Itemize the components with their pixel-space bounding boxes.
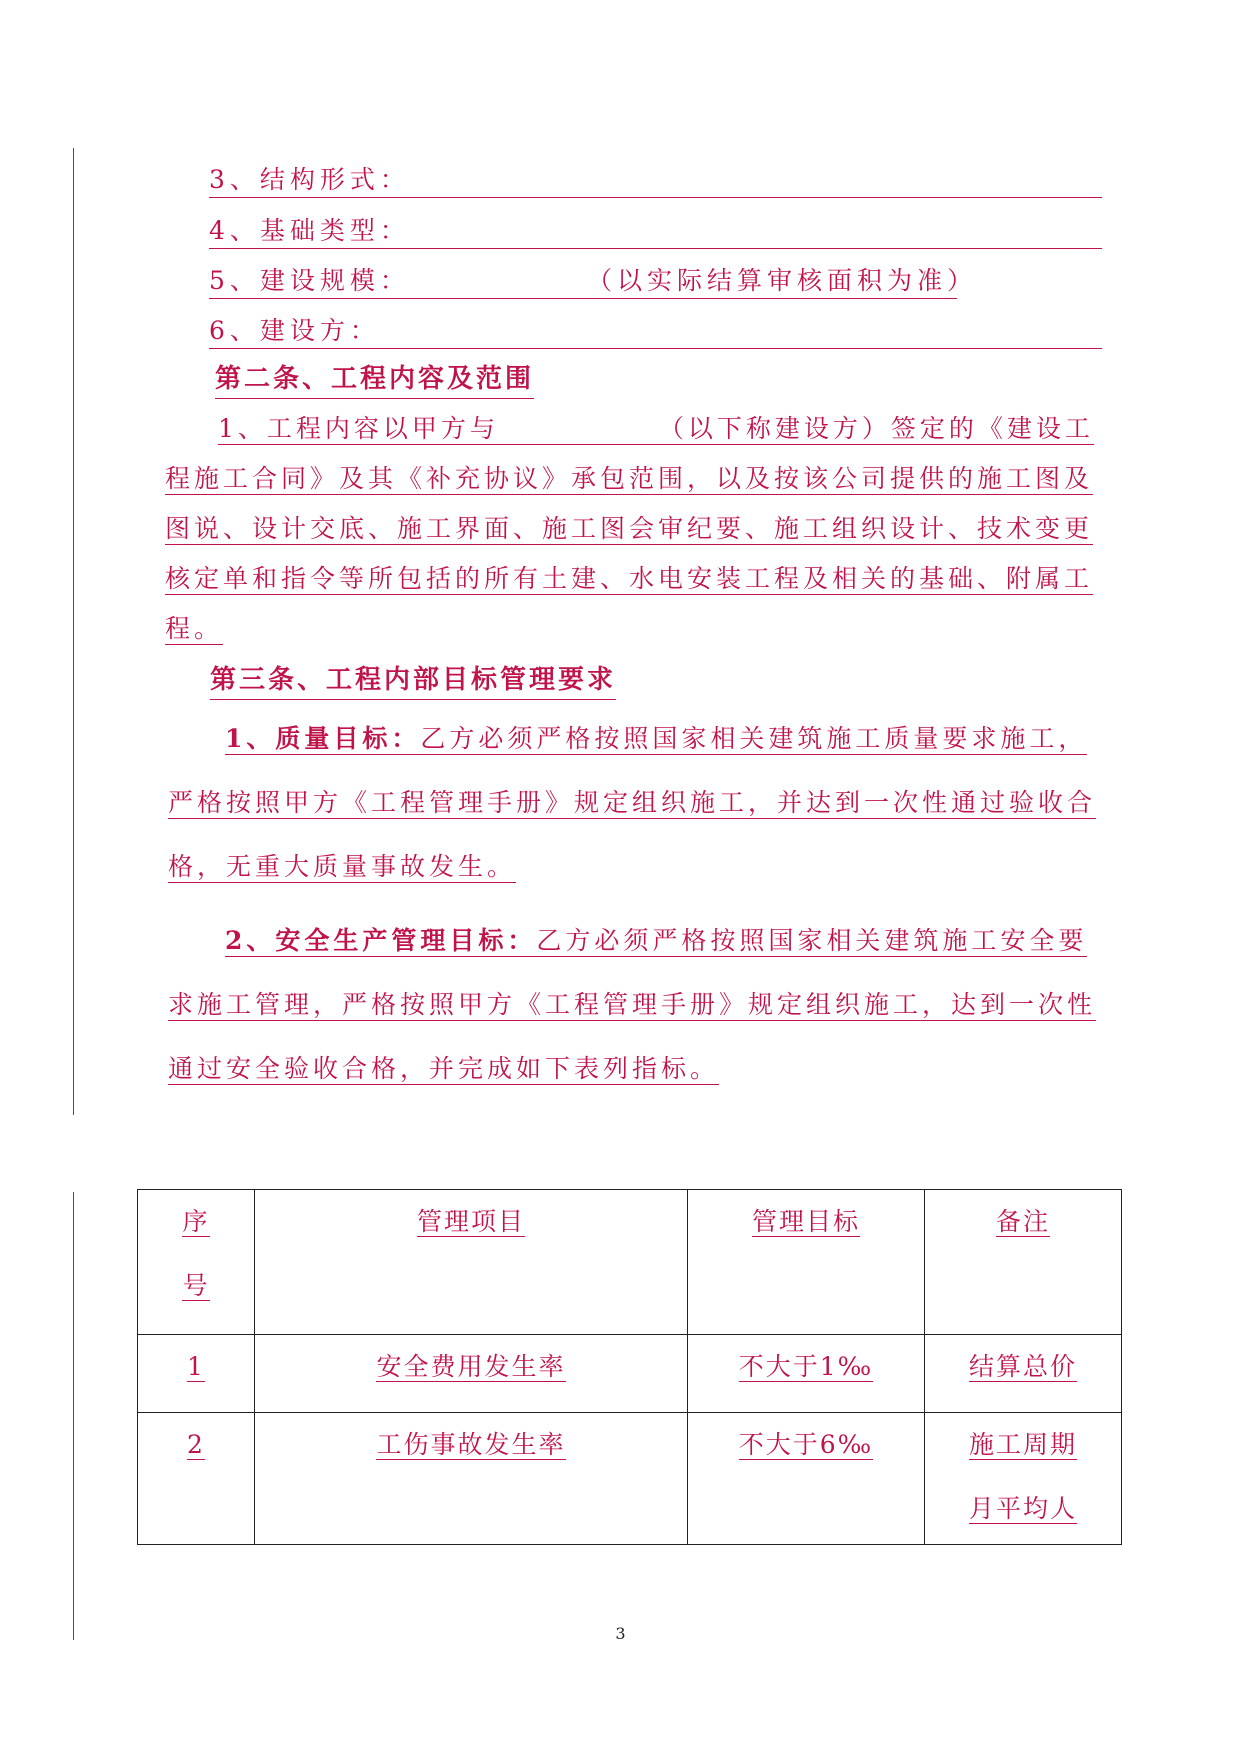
quality-target-line-3: 格，无重大质量事故发生。 — [168, 852, 517, 881]
revision-bar — [73, 148, 74, 1115]
cell-seq: 2 — [138, 1413, 255, 1545]
field-foundation-type: 4、基础类型： — [209, 216, 410, 245]
field-structure-form: 3、结构形式： — [209, 165, 410, 194]
safety-target-line-2: 求施工管理，严格按照甲方《工程管理手册》规定组织施工，达到一次性 — [168, 990, 1097, 1019]
table-row — [138, 1413, 1122, 1545]
quality-target-label: 1、质量目标： — [225, 724, 421, 753]
article-3-heading: 第三条、工程内部目标管理要求 — [210, 662, 616, 700]
field-foundation-type-line — [209, 248, 1102, 249]
quality-target-line-1: 1、质量目标：乙方必须严格按照国家相关建筑施工质量要求施工， — [225, 724, 1088, 753]
article-2-line-5: 程。 — [165, 614, 224, 643]
cell-remark: 施工周期 月平均人 — [925, 1413, 1122, 1545]
quality-target-line-2: 严格按照甲方《工程管理手册》规定组织施工，并达到一次性通过验收合 — [168, 788, 1097, 817]
revision-bar — [73, 1192, 74, 1640]
cell-target: 不大于1‰ — [688, 1335, 925, 1413]
table-header-row — [138, 1190, 1122, 1335]
field-developer: 6、建设方： — [209, 316, 380, 345]
field-construction-scale-line — [209, 298, 957, 299]
article-2-line-3: 图说、设计交底、施工界面、施工图会审纪要、施工组织设计、技术变更 — [165, 514, 1094, 543]
safety-targets-table — [137, 1189, 1122, 1545]
header-seq: 序 号 — [138, 1190, 255, 1335]
header-item: 管理项目 — [255, 1190, 688, 1335]
safety-target-line-3: 通过安全验收合格，并完成如下表列指标。 — [168, 1054, 720, 1083]
field-construction-scale: 5、建设规模： — [209, 266, 410, 295]
cell-item: 安全费用发生率 — [255, 1335, 688, 1413]
cell-item: 工伤事故发生率 — [255, 1413, 688, 1545]
safety-target-label: 2、安全生产管理目标： — [225, 926, 537, 955]
article-2-line-2: 程施工合同》及其《补充协议》承包范围，以及按该公司提供的施工图及 — [165, 464, 1094, 493]
field-developer-line — [209, 348, 1102, 349]
header-target: 管理目标 — [688, 1190, 925, 1335]
cell-target: 不大于6‰ — [688, 1413, 925, 1545]
article-2-line-4: 核定单和指令等所包括的所有土建、水电安装工程及相关的基础、附属工 — [165, 564, 1094, 593]
field-construction-scale-note: （以实际结算审核面积为准） — [587, 266, 978, 295]
field-structure-form-line — [209, 197, 1102, 198]
safety-target-line-1: 2、安全生产管理目标：乙方必须严格按照国家相关建筑施工安全要 — [225, 926, 1088, 955]
article-2-heading: 第二条、工程内容及范围 — [215, 361, 534, 399]
cell-seq: 1 — [138, 1335, 255, 1413]
table-row — [138, 1335, 1122, 1413]
article-2-line-1: 1、工程内容以甲方与 （以下称建设方）签定的《建设工 — [218, 414, 1094, 443]
cell-remark: 结算总价 — [925, 1335, 1122, 1413]
header-remark: 备注 — [925, 1190, 1122, 1335]
page-number: 3 — [615, 1624, 626, 1643]
